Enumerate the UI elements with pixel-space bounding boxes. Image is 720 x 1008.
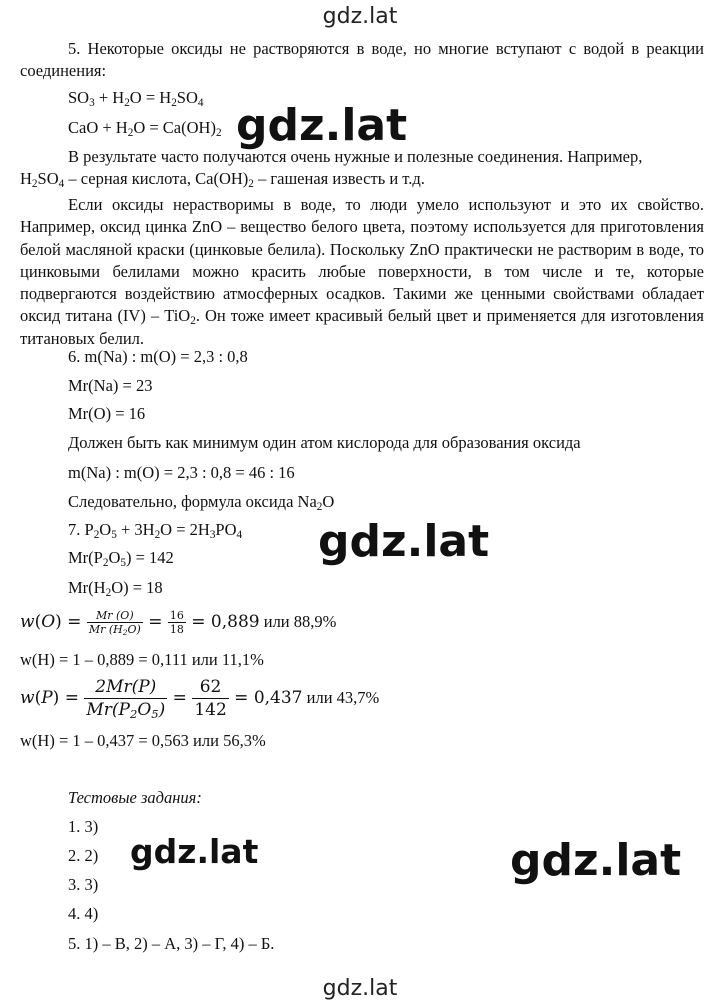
test-answer-5: 5. 1) – В, 2) – А, 3) – Г, 4) – Б. (68, 934, 275, 953)
task5-result-line1: В результате часто получаются очень нужные и полезные соединения. Например, (68, 147, 643, 166)
watermark-big-2: gdz.lat (318, 516, 490, 567)
test-answer-4: 4. 4) (68, 904, 99, 923)
w1-den2: 18 (169, 623, 184, 636)
task5-zno-paragraph: Если оксиды нерастворимы в воде, то люди умело используют и это их свойство. Например, оксид цинка ZnO – вещество белого цвета, поэтому используется для приготовления белой масляной краски (цинковые белила). Поскольку ZnO практически не растворим в воде, то цинковыми белилами можно красить любые поверхности, в том числе и те, которые подвергаются воздействию атмосферных осадков. Такими же ценными свойствами обладает оксид титана (IV) – TiO$_2$. Он тоже имеет красивый белый цвет и применяется для изготовления титановых белил. (20, 195, 704, 348)
test-answer-3: 3. 3) (68, 875, 99, 894)
task6-line6: Следовательно, формула оксида $Na_2O$ (68, 492, 335, 514)
task6-line2: Mr(Na) = 23 (68, 376, 153, 395)
task6-line5: m(Na) : m(O) = 2,3 : 0,8 = 46 : 16 (68, 463, 295, 482)
equation-so3: $SO_3 + H_2O = H_2SO_4$ (68, 88, 204, 110)
w2-result: = 0,437 (228, 688, 303, 708)
task6-line1: 6. m(Na) : m(O) = 2,3 : 0,8 (68, 347, 248, 366)
task5-zno-text: Если оксиды нерастворимы в воде, то люди умело используют и это их свойство. Например, оксид цинка ZnO – вещество белого цвета, поэтому используется для приготовления белой масляной краски (цинковые белила). Поскольку ZnO практически не растворим в воде, то цинковыми белилами можно красить любые поверхности, в том числе и те, которые подвергаются воздействию атмосферных осадков. Такими же ценными свойствами обладает оксид титана (IV) – TiO (20, 195, 704, 326)
test-answer-1: 1. 3) (68, 817, 99, 836)
tests-heading: Тестовые задания: (68, 788, 202, 807)
task7-mr-p2o5: $Mr(P_2O_5) = 142$ (68, 548, 174, 570)
w1-fraction-2 (168, 609, 186, 636)
task6-line4: Должен быть как минимум один атом кислорода для образования оксида (68, 433, 581, 452)
equation-cao: CaO + $H_2O = Ca(OH)_2$ (68, 118, 222, 140)
watermark-big-1: gdz.lat (236, 100, 408, 151)
task5-result-line2: $H_2SO_4$ – серная кислота, $Ca(OH)_2$ – гашеная известь и т.д. (20, 169, 425, 191)
task6-line3: Mr(O) = 16 (68, 404, 146, 423)
w2-num2: 62 (192, 676, 228, 699)
w1-percent: или 88,9% (259, 612, 337, 631)
task7-w-oxygen: w(O) = $\frac{Mr (O)}{Mr (H_2O)}$ = $\frac{16}{18}$ = 0,889 или 88,9% (20, 609, 337, 638)
task5-zno-text-end: . Он тоже имеет красивый белый цвет и применяется для изготовления титановых белил. (20, 306, 704, 348)
task5-result-text1: – серная кислота, Ca(OH) (64, 169, 249, 188)
task5-result-text2: – гашеная известь и т.д. (253, 169, 425, 188)
task5-intro: 5. Некоторые оксиды не растворяются в воде, но многие вступают с водой в реакции соединения: (20, 39, 704, 81)
task7-equation: 7. $P_2O_5 + 3H_2O = 2H_3PO_4$ (68, 520, 243, 542)
w2-fraction-1: $\frac{2Mr(P)}{Mr(P_2O_5)}$ (86, 677, 166, 722)
watermark-bottom: gdz.lat (322, 976, 398, 1001)
task6-formula-text: Следовательно, формула оксида Na (68, 492, 317, 511)
watermark-top: gdz.lat (322, 4, 398, 29)
w2-percent: или 43,7% (302, 688, 380, 707)
w1-result: = 0,889 (185, 612, 260, 632)
w1-num2: 16 (169, 609, 184, 622)
task7-w-phosphorus: w(P) = $\frac{2Mr(P)}{Mr(P_2O_5)}$ = $\frac{62}{142}$ = 0,437 или 43,7% (20, 677, 380, 722)
w1-fraction-1: $\frac{Mr (O)}{Mr (H_2O)}$ (88, 609, 141, 638)
watermark-mid-1: gdz.lat (130, 832, 259, 871)
w2-fraction-2 (192, 676, 228, 721)
task7-mr-h2o: $Mr(H_2O) = 18$ (68, 578, 163, 600)
task7-w-hydrogen-1: w(H) = 1 – 0,889 = 0,111 или 11,1% (20, 650, 264, 669)
watermark-mid-2: gdz.lat (510, 835, 682, 886)
w1-num1: Mr (O) (87, 609, 143, 623)
w2-den2: 142 (194, 700, 227, 720)
w2-num1: 2Mr(P) (84, 676, 167, 699)
test-answer-2: 2. 2) (68, 846, 99, 865)
task7-w-hydrogen-2: w(H) = 1 – 0,437 = 0,563 или 56,3% (20, 731, 266, 750)
